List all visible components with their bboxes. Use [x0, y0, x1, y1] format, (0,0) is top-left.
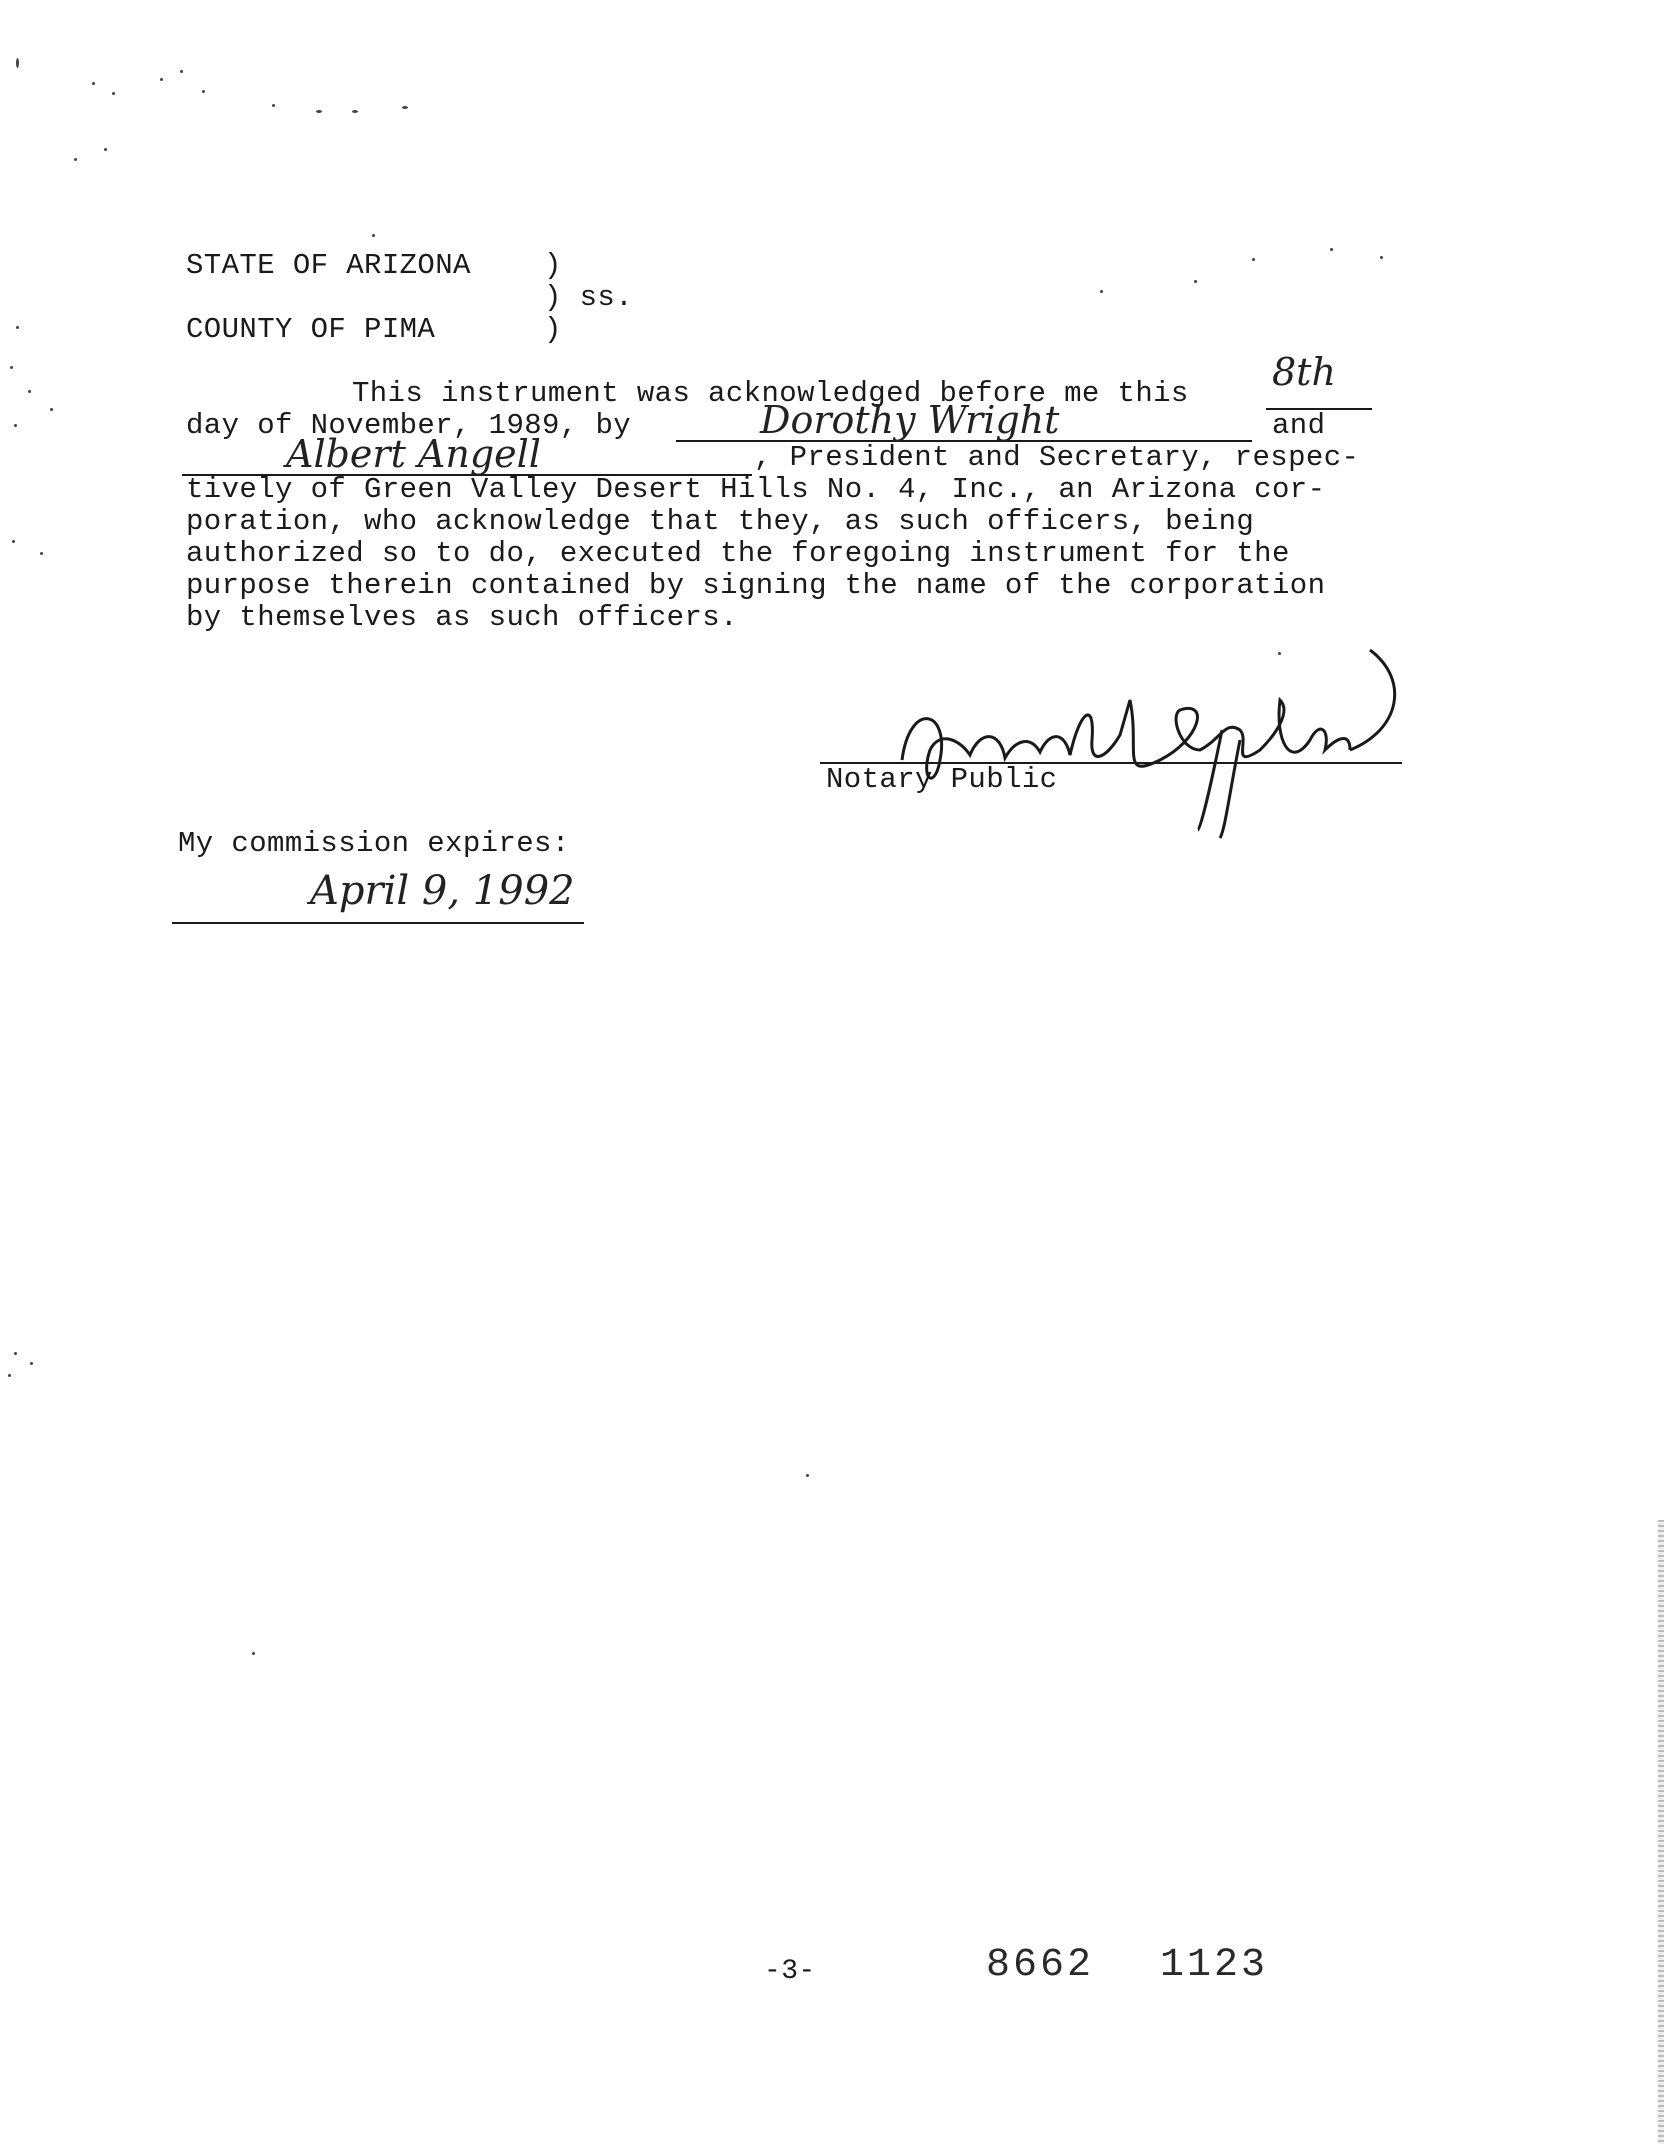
handwritten-officer-1: Dorothy Wright [760, 398, 1060, 442]
scan-speck [12, 540, 15, 543]
county-line: COUNTY OF PIMA [186, 313, 436, 346]
ss-label: ) ss. [544, 281, 634, 314]
scan-speck [92, 82, 95, 85]
notary-signature [880, 640, 1420, 870]
scan-speck [1380, 256, 1383, 259]
body-line-6: authorized so to do, executed the foregoing instrument for the [186, 537, 1290, 570]
docket-number: 8662 [986, 1943, 1095, 1988]
body-line-7: purpose therein contained by signing the name of the corporation [186, 569, 1326, 602]
commission-label: My commission expires: [178, 827, 570, 860]
scan-speck [1330, 248, 1333, 251]
venue-bracket: ) [544, 249, 562, 282]
notary-label: Notary Public [826, 763, 1058, 796]
scan-speck [8, 1374, 11, 1377]
handwritten-officer-2: Albert Angell [286, 432, 541, 476]
scan-speck [180, 70, 183, 73]
scan-speck [372, 234, 375, 237]
body-line-4: tively of Green Valley Desert Hills No. 4, Inc., an Arizona cor- [186, 473, 1326, 506]
scan-speck [316, 110, 322, 113]
scan-speck [30, 1362, 33, 1365]
scan-speck [1100, 290, 1103, 293]
scan-speck [40, 552, 43, 555]
body-line-2: day of November, 1989, by [186, 409, 632, 442]
scan-speck [202, 90, 205, 93]
docket-page-number: 1123 [1160, 1943, 1269, 1988]
scan-speck [1252, 258, 1255, 261]
body-line-8: by themselves as such officers. [186, 601, 738, 634]
body-line-and: and [1272, 409, 1326, 442]
body-line-3: , President and Secretary, respec- [754, 441, 1360, 474]
scan-speck [1194, 280, 1197, 283]
page-number-label: -3- [764, 1956, 816, 1987]
state-line: STATE OF ARIZONA [186, 249, 471, 282]
scan-speck [112, 92, 115, 95]
handwritten-commission-date: April 9, 1992 [310, 868, 575, 914]
scan-speck [74, 158, 77, 161]
scan-speck [806, 1474, 809, 1477]
scan-speck [14, 424, 17, 427]
scan-speck [252, 1652, 255, 1655]
scan-speck [10, 366, 13, 369]
scan-edge [1658, 1520, 1664, 2144]
body-line-5: poration, who acknowledge that they, as such officers, being [186, 505, 1255, 538]
scan-speck [16, 58, 19, 68]
scan-speck [104, 148, 107, 151]
scan-speck [160, 78, 163, 81]
scan-speck [272, 104, 275, 107]
scan-speck [28, 390, 31, 393]
scan-speck [16, 326, 19, 329]
scan-speck [402, 106, 408, 109]
body-line-1: This instrument was acknowledged before me this [352, 377, 1189, 410]
handwritten-day: 8th [1272, 350, 1336, 394]
scan-speck [14, 1352, 17, 1355]
scan-speck [50, 408, 53, 411]
scan-speck [352, 110, 358, 113]
venue-bracket: ) [544, 313, 562, 346]
commission-date-line [172, 922, 584, 924]
